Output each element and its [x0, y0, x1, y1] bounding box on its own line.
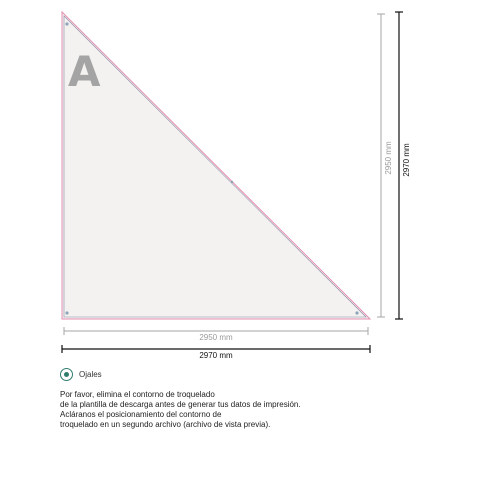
eyelet-marker — [65, 22, 68, 25]
outer-width-label: 2970 mm — [199, 351, 233, 360]
eyelet-marker — [355, 311, 358, 314]
note-line: Acláranos el posicionamiento del contorno de — [60, 410, 222, 419]
inner-height-label: 2950 mm — [384, 141, 393, 175]
note-line: de la plantilla de descarga antes de generar tus datos de impresión. — [60, 400, 301, 409]
outer-height-label: 2970 mm — [402, 143, 411, 177]
instruction-note — [60, 390, 380, 430]
triangle-panel — [62, 12, 370, 319]
legend — [60, 366, 102, 382]
eyelet-marker — [231, 181, 233, 183]
note-line: Por favor, elimina el contorno de troquelado — [60, 390, 215, 399]
inner-height-dimension — [377, 14, 393, 317]
eyelet-marker — [65, 311, 68, 314]
eyelet-icon — [60, 368, 73, 381]
panel-letter: A — [68, 47, 101, 96]
inner-width-dimension — [64, 327, 368, 342]
legend-label: Ojales — [79, 369, 102, 379]
outer-width-dimension — [62, 345, 370, 360]
inner-width-label: 2950 mm — [199, 333, 233, 342]
note-line: troquelado en un segundo archivo (archivo de vista previa). — [60, 420, 271, 429]
outer-height-dimension — [395, 12, 411, 319]
